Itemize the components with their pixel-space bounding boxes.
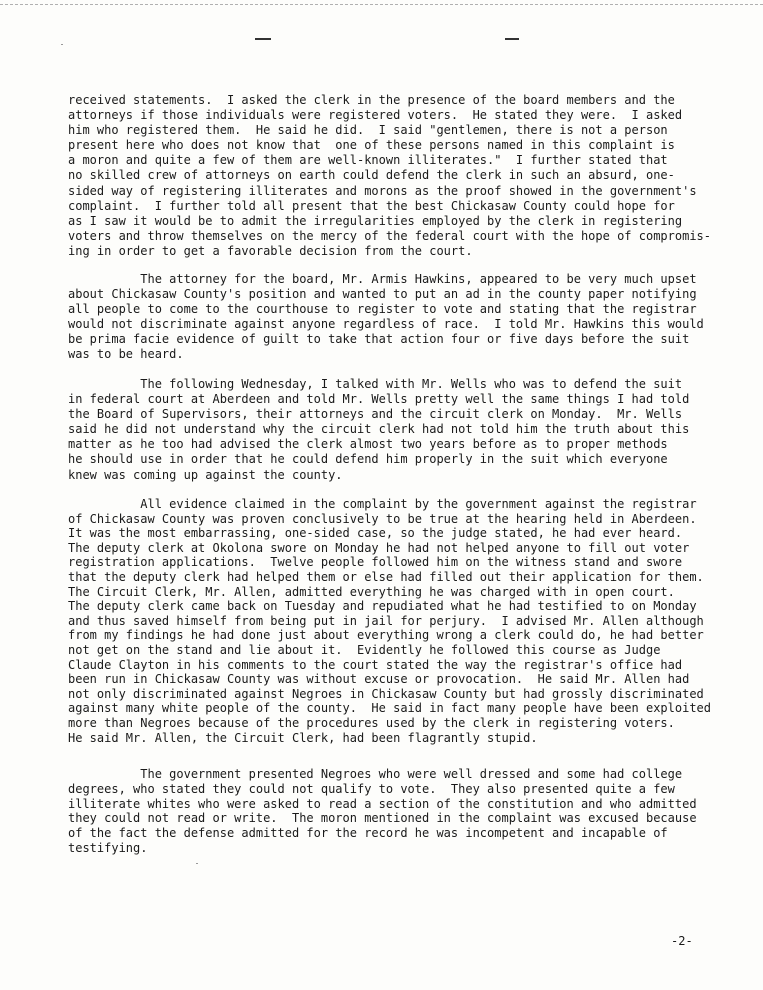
perforation-edge bbox=[0, 4, 763, 5]
text-line: All evidence claimed in the complaint by the government against the registrar bbox=[68, 497, 697, 511]
page-number: -2- bbox=[671, 934, 693, 948]
text-line: degrees, who stated they could not qualify to vote. They also presented quite a few bbox=[68, 781, 675, 796]
text-line: The government presented Negroes who were well dressed and some had college bbox=[68, 767, 683, 781]
text-line: was to be heard. bbox=[68, 347, 184, 362]
text-line: would not discriminate against anyone regardless of race. I told Mr. Hawkins this would bbox=[68, 317, 704, 332]
scan-speck bbox=[61, 44, 63, 45]
text-line: against many white people of the county. He said in fact many people have been exploited bbox=[68, 701, 711, 716]
text-line: not only discriminated against Negroes in Chickasaw County but had grossly discriminated bbox=[68, 686, 704, 701]
text-line: present here who does not know that one of these persons named in this complaint is bbox=[68, 138, 675, 153]
hole-punch-mark bbox=[505, 38, 519, 40]
text-line: all people to come to the courthouse to register to vote and stating that the registrar bbox=[68, 302, 697, 317]
text-line: as I saw it would be to admit the irregularities employed by the clerk in registering bbox=[68, 213, 683, 228]
text-line: sided way of registering illiterates and morons as the proof showed in the government's bbox=[68, 183, 697, 198]
text-line: received statements. I asked the clerk in the presence of the board members and the bbox=[68, 93, 675, 107]
text-line: and thus saved himself from being put in jail for perjury. I advised Mr. Allen although bbox=[68, 613, 704, 628]
text-line: The deputy clerk at Okolona swore on Monday he had not helped anyone to fill out voter bbox=[68, 540, 690, 555]
text-line: He said Mr. Allen, the Circuit Clerk, had been flagrantly stupid. bbox=[68, 730, 538, 745]
text-line: not get on the stand and lie about it. Evidently he followed this course as Judge bbox=[68, 642, 661, 657]
text-line: they could not read or write. The moron mentioned in the complaint was excused because bbox=[68, 811, 697, 826]
text-line: from my findings he had done just about everything wrong a clerk could do, he had better bbox=[68, 628, 704, 643]
text-line: The deputy clerk came back on Tuesday and repudiated what he had testified to on Monday bbox=[68, 599, 697, 614]
text-line: he should use in order that he could defend him properly in the suit which everyone bbox=[68, 452, 668, 467]
scan-speck bbox=[196, 863, 198, 864]
text-line: The attorney for the board, Mr. Armis Hawkins, appeared to be very much upset bbox=[68, 272, 697, 286]
text-line: matter as he too had advised the clerk almost two years before as to proper methods bbox=[68, 437, 668, 452]
text-line: be prima facie evidence of guilt to take that action four or five days before the suit bbox=[68, 332, 690, 347]
text-line: more than Negroes because of the procedures used by the clerk in registering voters. bbox=[68, 715, 675, 730]
text-line: ing in order to get a favorable decision from the court. bbox=[68, 243, 473, 258]
text-line: that the deputy clerk had helped them or else had filled out their application for them. bbox=[68, 569, 704, 584]
paragraph bbox=[68, 272, 748, 363]
paragraph bbox=[68, 767, 748, 856]
text-line: testifying. bbox=[68, 840, 148, 855]
text-line: the Board of Supervisors, their attorneys and the circuit clerk on Monday. Mr. Wells bbox=[68, 407, 683, 422]
hole-punch-mark bbox=[255, 38, 271, 40]
text-line: Claude Clayton in his comments to the court stated the way the registrar's office had bbox=[68, 657, 683, 672]
paragraph bbox=[68, 497, 748, 745]
text-line: The Circuit Clerk, Mr. Allen, admitted everything he was charged with in open court. bbox=[68, 584, 675, 599]
text-line: voters and throw themselves on the mercy of the federal court with the hope of compromis- bbox=[68, 228, 711, 243]
text-line: The following Wednesday, I talked with Mr. Wells who was to defend the suit bbox=[68, 377, 683, 391]
paragraph bbox=[68, 377, 748, 483]
text-line: knew was coming up against the county. bbox=[68, 467, 343, 482]
text-line: been run in Chickasaw County was without excuse or provocation. He said Mr. Allen had bbox=[68, 672, 690, 687]
text-line: of Chickasaw County was proven conclusively to be true at the hearing held in Aberdeen. bbox=[68, 511, 697, 526]
text-line: in federal court at Aberdeen and told Mr. Wells pretty well the same things I had told bbox=[68, 392, 690, 407]
text-line: It was the most embarrassing, one-sided case, so the judge stated, he had ever heard. bbox=[68, 526, 683, 541]
text-line: no skilled crew of attorneys on earth could defend the clerk in such an absurd, one- bbox=[68, 168, 675, 183]
text-line: of the fact the defense admitted for the record he was incompetent and incapable of bbox=[68, 826, 668, 841]
text-line: complaint. I further told all present that the best Chickasaw County could hope for bbox=[68, 198, 675, 213]
text-line: said he did not understand why the circuit clerk had not told him the truth about this bbox=[68, 422, 690, 437]
paragraph bbox=[68, 93, 748, 259]
text-line: registration applications. Twelve people followed him on the witness stand and swore bbox=[68, 555, 683, 570]
text-line: attorneys if those individuals were registered voters. He stated they were. I asked bbox=[68, 108, 683, 123]
text-line: a moron and quite a few of them are well-known illiterates." I further stated that bbox=[68, 153, 668, 168]
text-line: him who registered them. He said he did. I said "gentlemen, there is not a person bbox=[68, 123, 668, 138]
text-line: about Chickasaw County's position and wanted to put an ad in the county paper notifying bbox=[68, 287, 697, 302]
text-line: illiterate whites who were asked to read a section of the constitution and who admitted bbox=[68, 796, 697, 811]
